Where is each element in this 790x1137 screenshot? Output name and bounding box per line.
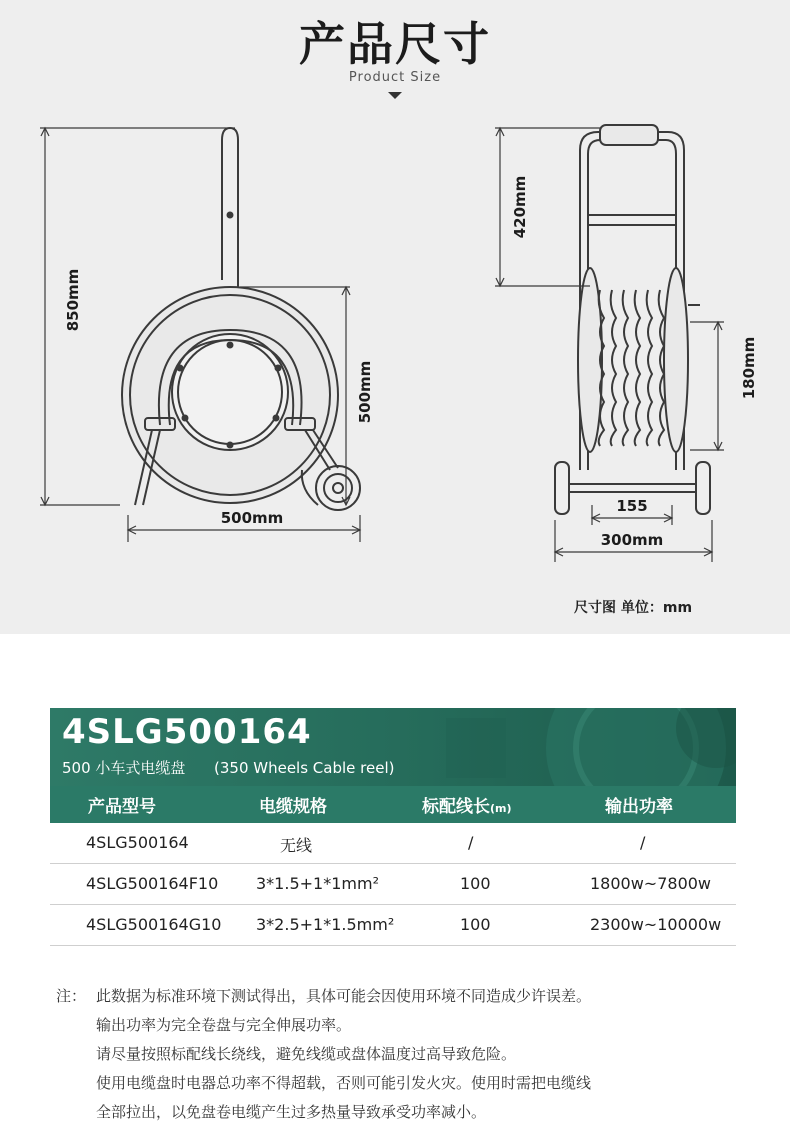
unit-note: 尺寸图 单位：mm [574, 600, 693, 616]
note-line: 使用电缆盘时电器总功率不得超载，否则可能引发火灾。使用时需把电缆线 [96, 1074, 592, 1092]
cell-length: / [468, 833, 474, 852]
note-line: 输出功率为完全卷盘与完全伸展功率。 [96, 1016, 352, 1034]
page-subtitle: Product Size [348, 70, 442, 85]
cell-length: 100 [460, 915, 491, 934]
product-model-title: 4SLG500164 [62, 712, 312, 752]
dim-width-300: 300mm [600, 531, 664, 549]
page-title: 产品尺寸 [299, 17, 491, 71]
note-line: 请尽量按照标配线长绕线，避免线缆或盘体温度过高导致危险。 [96, 1045, 517, 1063]
note-line: 此数据为标准环境下测试得出，具体可能会因使用环境不同造成少许误差。 [96, 987, 592, 1005]
front-view-drawing [555, 125, 710, 514]
notes-label: 注： [56, 987, 87, 1005]
dim-height-850: 850mm [64, 268, 82, 332]
cell-spec: 无线 [280, 836, 313, 855]
table-row [50, 823, 736, 864]
product-banner [50, 708, 736, 786]
dim-handle-420: 420mm [511, 175, 529, 239]
header-spec: 电缆规格 [259, 797, 327, 817]
header-length: 标配线长(m) [422, 797, 512, 817]
side-view-drawing [122, 128, 360, 510]
dim-inner-155: 155 [616, 497, 648, 515]
product-description: 500 小车式电缆盘 (350 Wheels Cable reel) [62, 759, 395, 777]
cell-spec: 3*2.5+1*1.5mm² [256, 915, 395, 934]
cell-length: 100 [460, 874, 491, 893]
dim-width-500: 500mm [220, 509, 284, 527]
table-row [50, 864, 736, 905]
banner-decoration [406, 708, 736, 786]
cell-model: 4SLG500164F10 [86, 874, 219, 893]
cell-model: 4SLG500164G10 [86, 915, 222, 934]
cell-power: / [640, 833, 646, 852]
cell-power: 1800w~7800w [590, 874, 712, 893]
cell-power: 2300w~10000w [590, 915, 722, 934]
cell-model: 4SLG500164 [86, 833, 189, 852]
note-line: 全部拉出，以免盘卷电缆产生过多热量导致承受功率减小。 [96, 1103, 487, 1121]
header-model: 产品型号 [88, 797, 156, 817]
spec-table-header [50, 786, 736, 823]
dim-drum-180: 180mm [740, 336, 758, 400]
dim-reel-500: 500mm [356, 360, 374, 424]
table-row [50, 905, 736, 946]
cell-spec: 3*1.5+1*1mm² [256, 874, 379, 893]
header-power: 输出功率 [605, 797, 673, 817]
